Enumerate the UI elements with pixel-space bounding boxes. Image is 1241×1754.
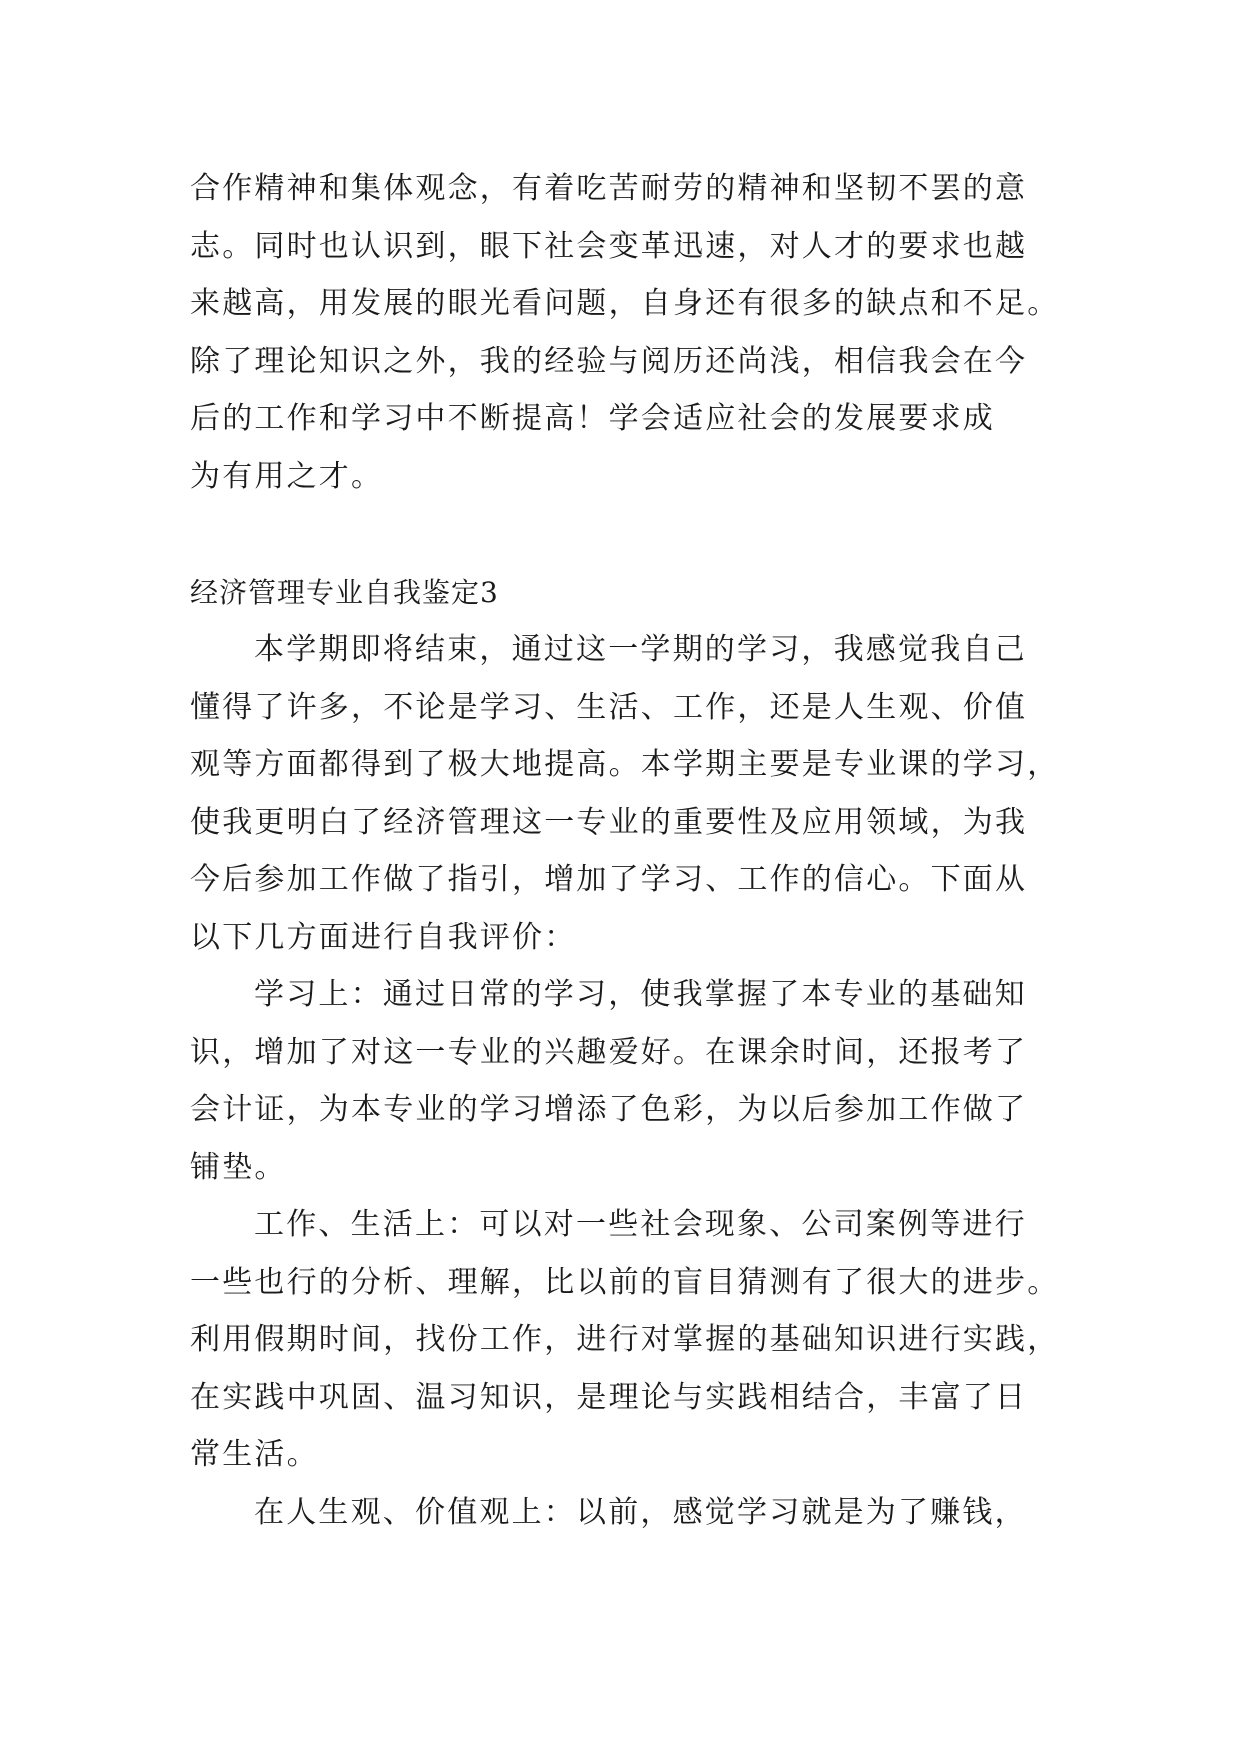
paragraph-line: 使我更明白了经济管理这一专业的重要性及应用领域，为我 bbox=[190, 804, 1028, 840]
paragraph-line: 除了理论知识之外，我的经验与阅历还尚浅，相信我会在今 bbox=[190, 343, 1028, 379]
paragraph-line: 为有用之才。 bbox=[190, 458, 384, 494]
paragraph-line: 观等方面都得到了极大地提高。本学期主要是专业课的学习， bbox=[190, 747, 1060, 782]
paragraph-line: 本学期即将结束，通过这一学期的学习，我感觉我自己 bbox=[254, 632, 1027, 667]
paragraph-line: 合作精神和集体观念，有着吃苦耐劳的精神和坚韧不罢的意 bbox=[190, 171, 1028, 206]
paragraph-line: 以下几方面进行自我评价： bbox=[190, 919, 577, 955]
paragraph-line: 学习上：通过日常的学习，使我掌握了本专业的基础知 bbox=[254, 977, 1027, 1012]
paragraph-line: 来越高，用发展的眼光看问题，自身还有很多的缺点和不足。 bbox=[190, 286, 1060, 321]
paragraph-line: 常生活。 bbox=[190, 1437, 319, 1472]
paragraph-line: 在实践中巩固、温习知识，是理论与实践相结合，丰富了日 bbox=[190, 1379, 1028, 1415]
paragraph-line: 今后参加工作做了指引，增加了学习、工作的信心。下面从 bbox=[190, 862, 1028, 897]
paragraph-line: 会计证，为本专业的学习增添了色彩，为以后参加工作做了 bbox=[190, 1092, 1028, 1127]
paragraph-line: 铺垫。 bbox=[190, 1149, 287, 1185]
paragraph-line: 工作、生活上：可以对一些社会现象、公司案例等进行 bbox=[254, 1207, 1027, 1242]
paragraph-line: 后的工作和学习中不断提高！学会适应社会的发展要求成 bbox=[190, 401, 995, 436]
section-body bbox=[190, 621, 1060, 1541]
previous-section-paragraph bbox=[190, 160, 1060, 505]
section-heading: 经济管理专业自我鉴定3 bbox=[190, 576, 499, 609]
paragraph-line: 懂得了许多，不论是学习、生活、工作，还是人生观、价值 bbox=[190, 689, 1028, 725]
paragraph-line: 志。同时也认识到，眼下社会变革迅速，对人才的要求也越 bbox=[190, 228, 1028, 264]
paragraph-line: 利用假期时间，找份工作，进行对掌握的基础知识进行实践， bbox=[190, 1322, 1060, 1357]
paragraph-line: 一些也行的分析、理解，比以前的盲目猜测有了很大的进步。 bbox=[190, 1264, 1060, 1300]
paragraph-line: 识，增加了对这一专业的兴趣爱好。在课余时间，还报考了 bbox=[190, 1034, 1028, 1070]
paragraph-line: 在人生观、价值观上：以前，感觉学习就是为了赚钱， bbox=[254, 1494, 1027, 1530]
